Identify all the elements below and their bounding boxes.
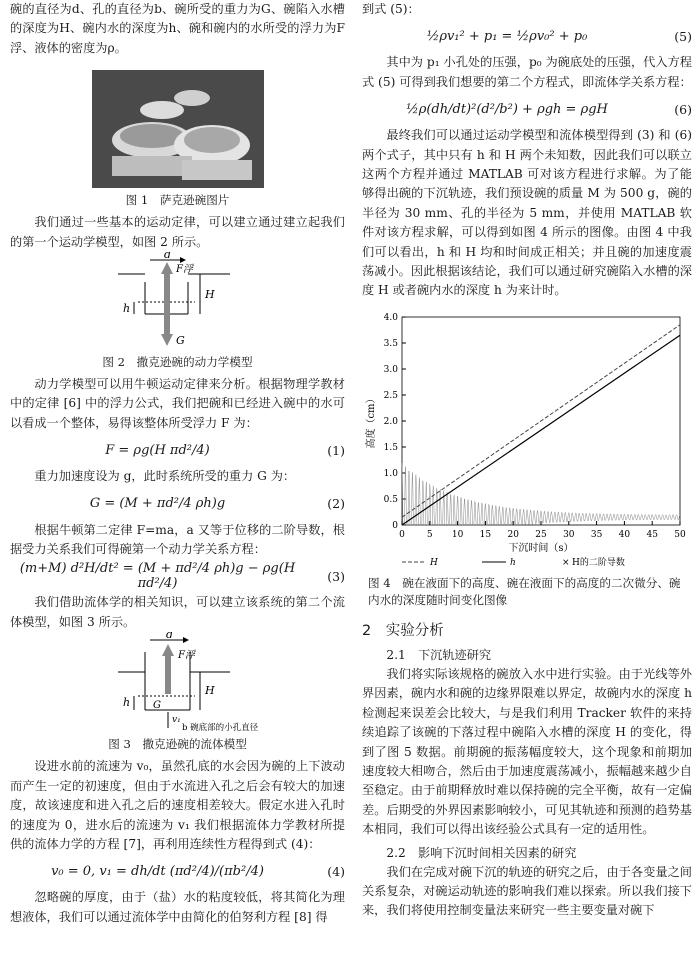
right-column <box>362 0 692 921</box>
left-column <box>10 0 345 927</box>
x-tick-label: 45 <box>646 529 658 540</box>
y-tick-label: 0 <box>392 520 398 531</box>
equation-3: (m+M) d²H/dt² = (M + πd²/4 ρh)g − ρg(H πd²/4) (3) <box>19 561 345 592</box>
equation-6: ½ρ(dh/dt)²(d²/b²) + ρgh = ρgH (6) <box>406 101 692 117</box>
label-F: F浮 <box>176 264 193 276</box>
y-tick-label: 1.5 <box>383 442 398 453</box>
legend-label-d2H: H的二阶导数 <box>572 557 625 568</box>
label-h: h <box>123 302 131 316</box>
paragraph: 设进水前的流速为 v₀，虽然孔底的水会因为碗的上下波动而产生一定的初速度，但由于水流进入孔之后会有较大的加速度，故该速度和进入孔之后的速度相差较大。假定水进入孔时的速度为 0，进水后的流速为 v₁ 我们根据流体力学教材所提供的流体力学的方程 [7]，再利用连续性方程得到式 (4)： <box>10 759 345 851</box>
label-H: H <box>205 684 215 698</box>
label-d: d <box>164 252 172 262</box>
figure-caption: 图 3 撒克逊碗的流体模型 <box>108 737 247 752</box>
equation-5: ½ρv₁² + p₁ = ½ρv₀² + p₀ (5) <box>426 28 692 44</box>
x-tick-label: 30 <box>563 529 575 540</box>
height-time-chart <box>362 309 692 571</box>
bowl-photo <box>92 70 264 188</box>
equation-1: F = ρg(H πd²/4) (1) <box>105 442 345 458</box>
fluid-diagram <box>10 632 345 732</box>
x-tick-label: 5 <box>426 529 433 540</box>
paragraph: 我们通过一些基本的运动定律，可以建立通过建立起我们的第一个运动学模型，如图 2 所示。 <box>10 215 345 249</box>
section-heading: 2 实验分析 <box>362 622 444 639</box>
paragraph: 动力学模型可以用牛顿运动定律来分析。根据物理学教材中的定律 [6] 中的浮力公式，我们把碗和已经进入碗中的水可以看成一个整体，易得该整体所受浮力 F 为： <box>10 377 345 430</box>
paragraph: 重力加速度设为 g，此时系统所受的重力 G 为： <box>34 469 296 484</box>
x-tick-label: 50 <box>674 529 686 540</box>
y-tick-label: 2.0 <box>383 416 398 427</box>
y-tick-label: 0.5 <box>383 494 398 505</box>
x-tick-label: 35 <box>590 529 603 540</box>
paragraph: 我们将实际该规格的碗放入水中进行实验。由于光线等外界因素，碗内水和碗的边缘界限难以界定，故碗内水的深度 h 检测起来误差会比较大，与是我们利用 Tracker 软件的来持续追踪了该碗的下落过程中碗陷入水槽的深度 H 的变化，得到了图 5 数据。前期碗的振荡幅度较大，这个现象和前期加速度较大相吻合，然后由于加速度震荡减小，振幅越来越少自至稳定。由于前期释放时难以保持碗的完全平衡，故有一定偏差。后期受的外界因素影响较小，可见其轨迹和预测的趋势基本相同，我们可以得出该经验公式具有一定的适用性。 <box>362 666 692 837</box>
paragraph: 我们在完成对碗下沉的轨迹的研究之后，由于各变量之间关系复杂，对碗运动轨迹的影响我们难以探索。所以我们接下来，我们将使用控制变量法来研究一些主要变量对碗下 <box>362 864 692 918</box>
paragraph: 我们借助流体学的相关知识，可以建立该系统的第二个流体模型，如图 3 所示。 <box>10 595 345 629</box>
series-H-second-derivative <box>402 463 680 525</box>
legend-label-H: H <box>430 557 438 568</box>
x-tick-label: 10 <box>451 529 464 540</box>
series-h <box>402 335 680 525</box>
equation-2: G = (M + πd²/4 ρh)g (2) <box>89 496 345 512</box>
y-tick-label: 3.5 <box>383 338 398 349</box>
figure-caption: 图 4 碗在液面下的高度、碗在液面下的高度的二次微分、碗内水的深度随时间变化图像 <box>368 575 681 607</box>
label-v1: v₁ <box>172 715 181 726</box>
paragraph: 其中为 p₁ 小孔处的压强，p₀ 为碗底处的压强，代入方程式 (5) 可得到我们想要的第二个方程式，即流体学关系方程： <box>362 55 692 89</box>
x-tick-label: 40 <box>618 529 631 540</box>
label-G: G <box>176 334 185 348</box>
x-tick-label: 25 <box>535 529 547 540</box>
label-h: h <box>123 696 131 710</box>
series-H <box>402 325 680 517</box>
subsection-heading: 2.1 下沉轨迹研究 <box>386 647 492 662</box>
y-axis-label: 高度（cm） <box>366 393 377 449</box>
paragraph: 最终我们可以通过运动学模型和流体模型得到 (3) 和 (6) 两个式子，其中只有 h 和 H 两个未知数，因此我们可以联立这两个方程并通过 MATLAB 可对该方程进行求解。为了能够得出碗的下沉轨迹，我们预设碗的质量 M 为 500 g，碗的半径为 30 mm、孔的半径为 5 mm，并使用 MATLAB 软件对该方程求解，可以得到如图 4 所示的图像。由图 4 中我们可以看出，h 和 H 均和时间成正相关；并且碗的加速度震荡减小。因此根据该结论，我们可以通过研究碗陷入水槽的深度 H 或者碗内水的深度 h 为来计时。 <box>362 128 692 298</box>
y-tick-label: 1.0 <box>383 468 398 479</box>
legend-swatch-d2H: × <box>562 557 570 568</box>
x-tick-label: 15 <box>479 529 492 540</box>
x-tick-label: 0 <box>399 529 405 540</box>
figure-caption: 图 2 撒克逊碗的动力学模型 <box>102 355 253 370</box>
y-tick-label: 2.5 <box>383 390 398 401</box>
figure-caption: 图 1 萨克逊碗图片 <box>125 193 230 208</box>
paragraph: 碗的直径为d、孔的直径为b、碗所受的重力为G、碗陷入水槽的深度为H、碗内水的深度为h、碗和碗内的水所受的浮力为F浮、液体的密度为ρ。 <box>10 2 345 55</box>
label-G: G <box>153 700 161 712</box>
fig3-note: b 碗底部的小孔直径 <box>182 723 259 733</box>
x-tick-label: 20 <box>507 529 519 540</box>
legend-label-h: h <box>510 557 516 568</box>
equation-4: v₀ = 0, v₁ = dh/dt (πd²/4)/(πb²/4) (4) <box>51 863 345 879</box>
y-tick-label: 4.0 <box>383 312 398 323</box>
label-d: d <box>166 632 174 642</box>
paragraph: 忽略碗的厚度，由于（盐）水的粘度较低，将其简化为理想液体，我们可以通过流体学中由简化的伯努利方程 [8] 得 <box>10 890 345 924</box>
label-F: F浮 <box>178 650 195 662</box>
subsection-heading: 2.2 影响下沉时间相关因素的研究 <box>386 845 577 860</box>
paragraph: 根据牛顿第二定律 F=ma，a 又等于位移的二阶导数，根据受力关系我们可得碗第一个动力学关系方程： <box>10 522 345 557</box>
y-tick-label: 3.0 <box>383 364 398 375</box>
paragraph: 到式 (5)： <box>362 2 420 16</box>
label-H: H <box>205 288 215 302</box>
dynamics-diagram <box>10 252 345 350</box>
x-axis-label: 下沉时间（s） <box>508 542 574 554</box>
